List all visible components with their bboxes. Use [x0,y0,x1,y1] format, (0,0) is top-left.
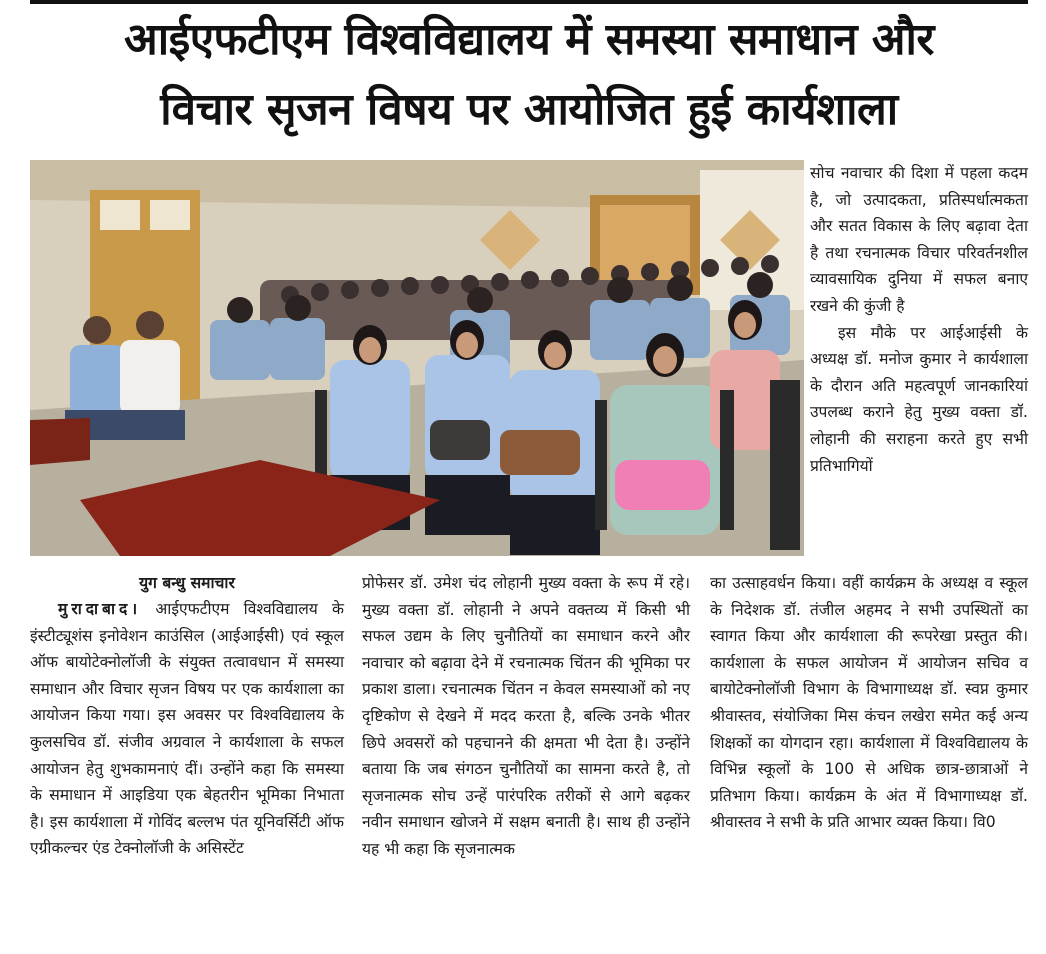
article-column-right-top [810,160,1028,479]
headline-line-1: आईएफटीएम विश्वविद्यालय में समस्या समाधान और [124,14,934,65]
right-top-paragraph-1: सोच नवाचार की दिशा में पहला कदम है, जो उत्पादकता, प्रतिस्पर्धात्मकता और सतत विकास के लिए बढ़ावा देता है तथा रचनात्मक विचार परिवर्तनशील व्यावसायिक दुनिया में सफल बनाए रखने की कुंजी है [810,164,1028,315]
seminar-photo-illustration [30,160,804,556]
right-top-paragraph-2: इस मौके पर आईआईसी के अध्यक्ष डॉ. मनोज कुमार ने कार्यशाला के दौरान अति महत्वपूर्ण जानकारियां उपलब्ध कराने हेतु मुख्य वक्ता डॉ. लोहानी की सराहना करते हुए सभी प्रतिभागियों [810,323,1028,475]
column-2-text: प्रोफेसर डॉ. उमेश चंद लोहानी मुख्य वक्ता के रूप में रहे। मुख्य वक्ता डॉ. लोहानी ने अपने वक्तव्य में किसी भी सफल उद्यम के लिए चुनौतियों का समाधान करने और नवाचार को बढ़ावा देने में रचनात्मक चिंतन की भूमिका पर प्रकाश डाला। रचनात्मक चिंतन न केवल समस्याओं को नए दृष्टिकोण से देखने में मदद करता है, बल्कि उनके भीतर छिपे अवसरों को पहचानने की क्षमता भी देता है। उन्होंने बताया कि जब संगठन चुनौतियों का सामना करते है, तो सृजनात्मक सोच उन्हें पारंपरिक तरीकों से आगे बढ़कर नवीन समाधान खोजने में सक्षम बनाती है। साथ ही उन्होंने यह भी कहा कि सृजनात्मक [362,574,690,858]
article-column-1 [30,570,344,862]
column-1-text: आईएफटीएम विश्वविद्यालय के इंस्टीट्यूशंस इनोवेशन काउंसिल (आईआईसी) एवं स्कूल ऑफ बायोटेक्नोलॉजी के संयुक्त तत्वावधान में समस्या समाधान और विचार सृजन विषय पर एक कार्यशाला का आयोजन किया गया। इस अवसर पर विश्वविद्यालय के कुलसचिव डॉ. संजीव अग्रवाल ने कार्यशाला के सफल आयोजन हेतु शुभकामनाएं दीं। उन्होंने कहा कि समस्या के समाधान में आइडिया एक बेहतरीन भूमिका निभाता है। इस कार्यशाला में गोविंद बल्लभ पंत यूनिवर्सिटी ऑफ एग्रीकल्चर एंड टेक्नोलॉजी के असिस्टेंट [30,600,344,858]
seminar-photo [30,160,804,556]
headline-line-2: विचार सृजन विषय पर आयोजित हुई कार्यशाला [160,84,898,135]
dateline: मुरादाबाद। [58,600,142,618]
article-column-2 [362,570,690,863]
article-column-3 [710,570,1028,836]
top-rule [30,0,1028,4]
column-3-text: का उत्साहवर्धन किया। वहीं कार्यक्रम के अध्यक्ष व स्कूल के निदेशक डॉ. तंजील अहमद ने सभी उपस्थितों का स्वागत किया और कार्यशाला की रूपरेखा प्रस्तुत की। कार्यशाला के सफल आयोजन में आयोजन सचिव व बायोटेक्नोलॉजी विभाग के विभागाध्यक्ष डॉ. स्वप्न कुमार श्रीवास्तव, संयोजिका मिस कंचन लखेरा समेत कई अन्य शिक्षकों का योगदान रहा। कार्यशाला में विश्वविद्यालय के विभिन्न स्कूलों के 100 से अधिक छात्र-छात्राओं ने प्रतिभाग किया। कार्यक्रम के अंत में विभागाध्यक्ष डॉ. श्रीवास्तव ने सभी के प्रति आभार व्यक्त किया। वि0 [710,574,1028,832]
byline: युग बन्धु समाचार [139,574,235,592]
